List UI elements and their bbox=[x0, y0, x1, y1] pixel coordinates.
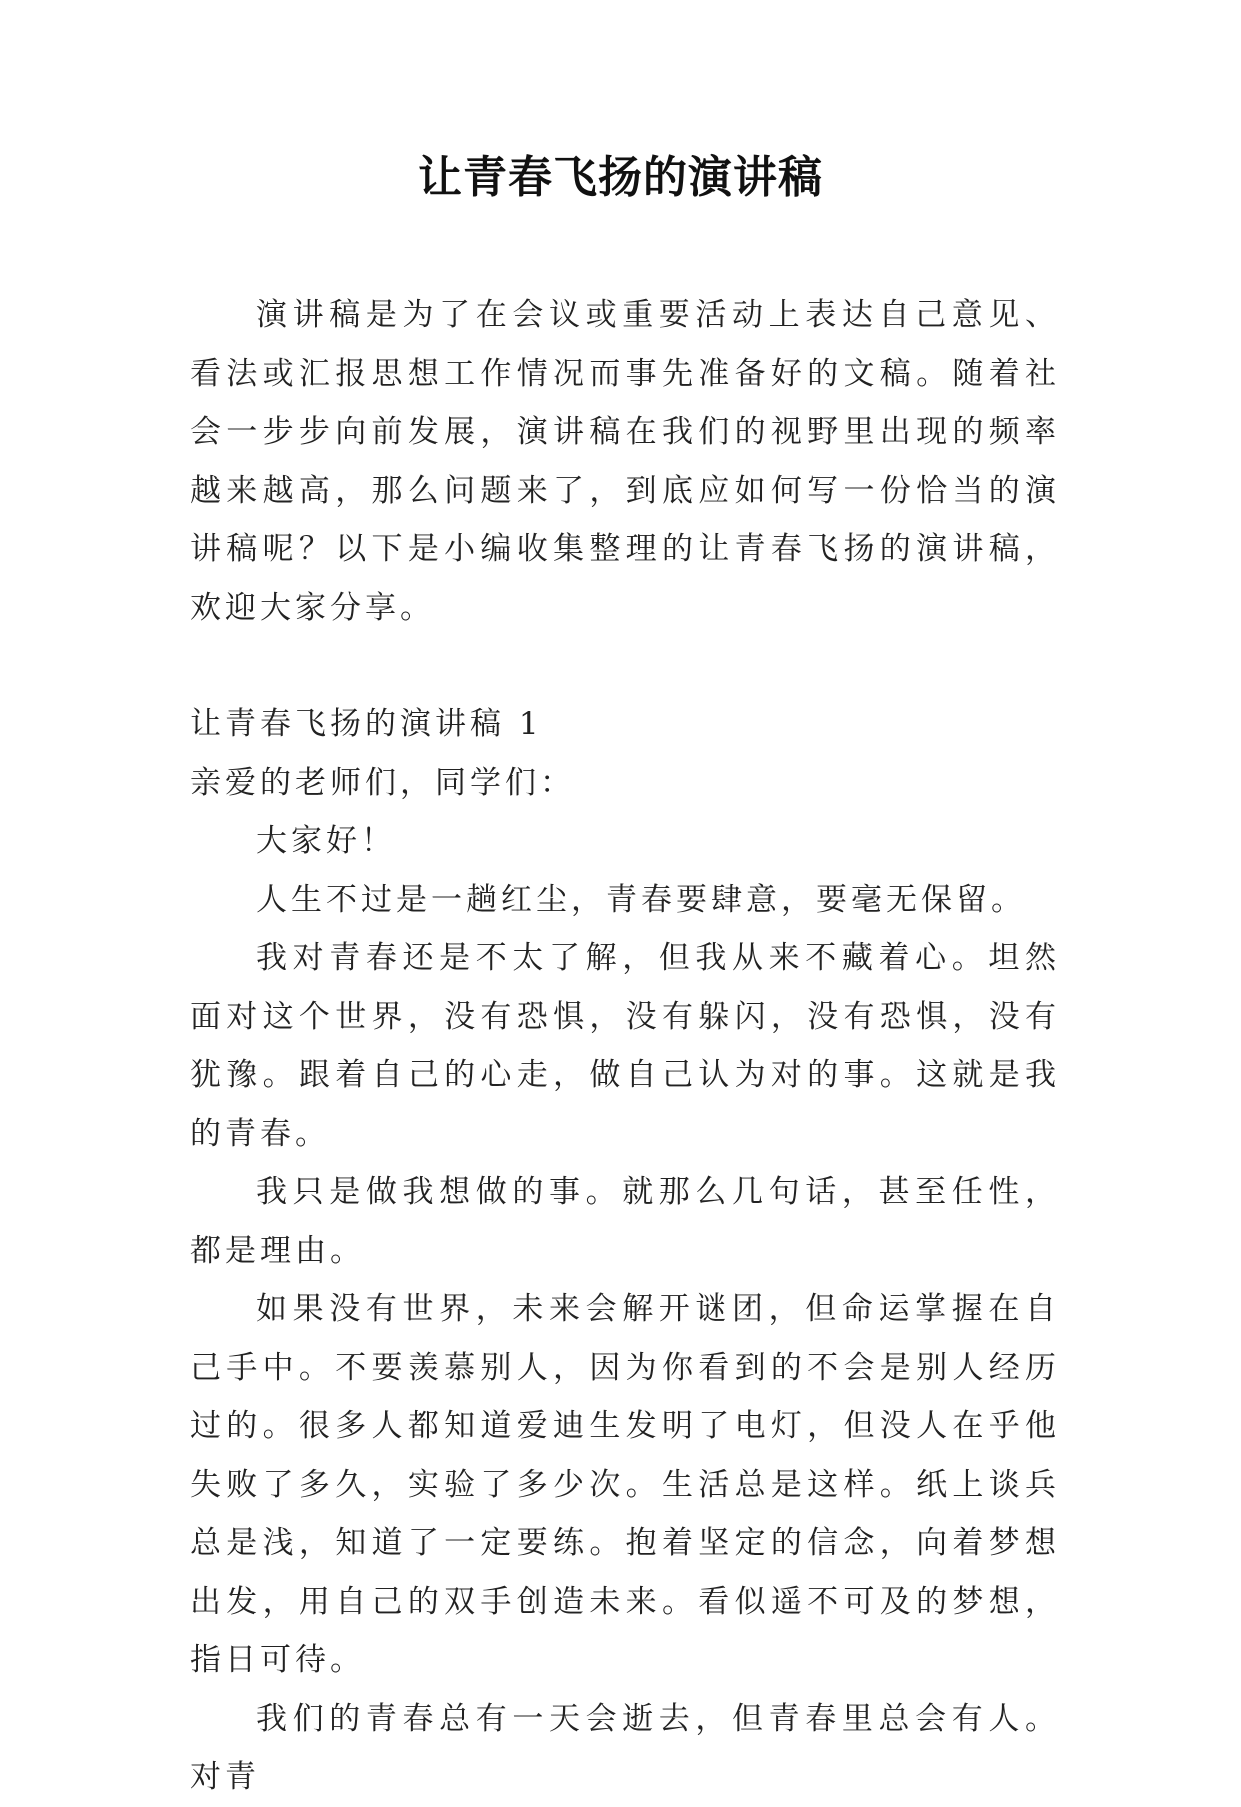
document-body bbox=[190, 286, 1060, 1807]
body-paragraph: 我对青春还是不太了解，但我从来不藏着心。坦然面对这个世界，没有恐惧，没有躲闪，没有恐惧，没有犹豫。跟着自己的心走，做自己认为对的事。这就是我的青春。 bbox=[190, 940, 1060, 1152]
body-paragraph: 人生不过是一趟红尘，青春要肆意，要毫无保留。 bbox=[256, 881, 1026, 918]
body-paragraph: 我们的青春总有一天会逝去，但青春里总会有人。对青 bbox=[190, 1700, 1060, 1795]
paragraph-gap bbox=[190, 637, 1060, 695]
intro-paragraph: 演讲稿是为了在会议或重要活动上表达自己意见、看法或汇报思想工作情况而事先准备好的文稿。随着社会一步步向前发展，演讲稿在我们的视野里出现的频率越来越高，那么问题来了，到底应如何写一份恰当的演讲稿呢？以下是小编收集整理的让青春飞扬的演讲稿，欢迎大家分享。 bbox=[190, 297, 1060, 626]
section-heading: 让青春飞扬的演讲稿 1 bbox=[190, 706, 543, 742]
salutation: 亲爱的老师们，同学们： bbox=[190, 764, 575, 801]
greeting: 大家好！ bbox=[256, 823, 396, 859]
document-title: 让青春飞扬的演讲稿 bbox=[418, 152, 823, 203]
body-paragraph: 我只是做我想做的事。就那么几句话，甚至任性，都是理由。 bbox=[190, 1174, 1060, 1269]
body-paragraph: 如果没有世界，未来会解开谜团，但命运掌握在自己手中。不要羡慕别人，因为你看到的不会是别人经历过的。很多人都知道爱迪生发明了电灯，但没人在乎他失败了多久，实验了多少次。生活总是这样。纸上谈兵总是浅，知道了一定要练。抱着坚定的信念，向着梦想出发，用自己的双手创造未来。看似遥不可及的梦想，指日可待。 bbox=[190, 1291, 1060, 1678]
